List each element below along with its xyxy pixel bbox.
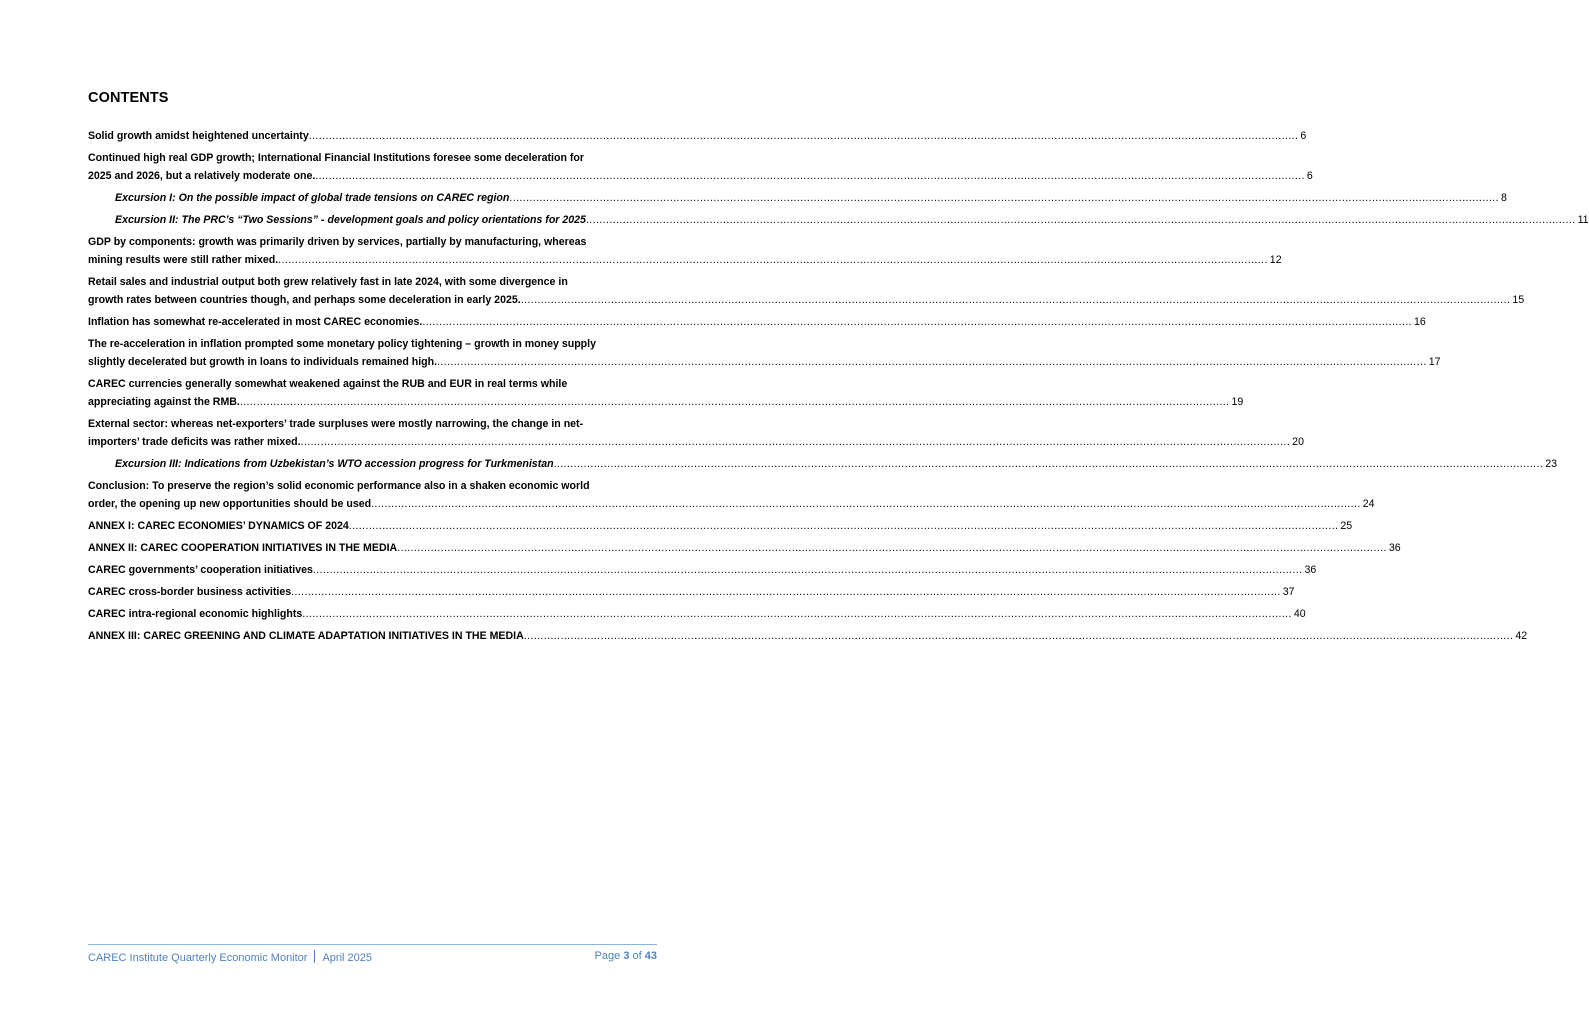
toc-page-number: 17 [1428,356,1441,368]
toc-entry[interactable] [88,455,1558,473]
toc-leader-dots [309,127,1299,145]
footer-page-label: Page [594,950,621,962]
toc-entry-text: CAREC intra-regional economic highlights [88,608,303,620]
toc-page-number: 36 [1388,542,1401,554]
toc-page-number: 19 [1231,396,1244,408]
toc-leader-dots [509,189,1499,207]
toc-entry[interactable] [88,375,1244,411]
toc-entry-line [115,455,1558,473]
toc-leader-dots [349,517,1339,535]
footer-separator [314,950,315,963]
toc-leader-dots [301,433,1291,451]
toc-entry[interactable] [88,189,1507,207]
toc-leader-dots [524,627,1514,645]
toc-entry-text: External sector: whereas net-exporters’ trade surpluses were mostly narrowing, the change in net- [88,418,584,430]
toc-leader-dots [240,393,1230,411]
toc-leader-dots [422,313,1412,331]
toc-page-number: 42 [1515,630,1528,642]
toc-entry[interactable] [88,561,1317,579]
toc-entry-line [88,605,1306,623]
toc-leader-dots [397,539,1387,557]
toc-entry-line [88,251,1282,269]
footer-publication: CAREC Institute Quarterly Economic Monitor [88,952,308,964]
toc-entry-text: 2025 and 2026, but a relatively moderate one. [88,170,316,182]
toc-entry[interactable] [88,149,1313,185]
page-footer [88,944,657,971]
toc-entry[interactable] [88,313,1426,331]
toc-entry[interactable] [88,127,1307,145]
toc-entry[interactable] [88,273,1525,309]
footer-left [88,950,372,964]
toc-entry[interactable] [88,517,1353,535]
toc-entry-text: GDP by components: growth was primarily driven by services, partially by manufacturing, whereas [88,236,587,248]
footer-page-current: 3 [623,950,630,962]
toc-leader-dots [437,353,1427,371]
toc-entry-text: slightly decelerated but growth in loans to individuals remained high. [88,356,438,368]
toc-entry[interactable] [88,583,1295,601]
toc-entry-text: ANNEX I: CAREC ECONOMIES’ DYNAMICS OF 2024 [88,520,349,532]
toc-page-number: 23 [1545,458,1558,470]
footer-page-number [595,950,657,962]
toc-entry-text: Continued high real GDP growth; International Financial Institutions foresee some deceleration for [88,152,585,164]
toc-leader-dots [291,583,1281,601]
footer-page-total: 43 [644,950,657,962]
toc-leader-dots [278,251,1268,269]
toc-entry-text: growth rates between countries though, and perhaps some deceleration in early 2025. [88,294,521,306]
toc-entry-text: order, the opening up new opportunities should be used [88,498,372,510]
toc-page-number: 12 [1269,254,1282,266]
toc-entry-text: Conclusion: To preserve the region’s solid economic performance also in a shaken economic world [88,480,590,492]
toc-entry-line [88,313,1426,331]
toc-entry-line [88,127,1307,145]
toc-leader-dots [554,455,1544,473]
toc-entry-line [88,561,1317,579]
toc-entry-line [88,495,1375,513]
toc-entry-line [88,583,1295,601]
toc-entry[interactable] [88,627,1528,645]
toc-page-number: 40 [1293,608,1306,620]
toc-entry-line [88,291,1525,309]
toc-page-number: 11 [1577,214,1589,226]
toc-entry-line [115,189,1507,207]
toc-entry-line [88,539,1401,557]
toc-page-number: 6 [1306,170,1313,182]
toc-entry[interactable] [88,211,1589,229]
toc-entry[interactable] [88,477,1375,513]
toc-page-number: 15 [1512,294,1525,306]
toc-entry-line [88,167,1313,185]
toc-entry[interactable] [88,233,1282,269]
toc-page-number: 6 [1300,130,1307,142]
toc-leader-dots [371,495,1361,513]
toc-page-number: 16 [1414,316,1426,328]
toc-leader-dots [313,561,1303,579]
toc-entry[interactable] [88,539,1401,557]
toc-entry-text: Solid growth amidst heightened uncertainty [88,130,309,142]
toc-entry-text: ANNEX III: CAREC GREENING AND CLIMATE ADAPTATION INITIATIVES IN THE MEDIA [88,630,524,642]
footer-page-of: of [632,950,642,962]
toc-entry-line [88,627,1528,645]
toc-page-number: 20 [1292,436,1304,448]
toc-page-number: 25 [1340,520,1353,532]
toc-entry-text: Inflation has somewhat re-accelerated in most CAREC economies. [88,316,423,328]
toc-leader-dots [586,211,1576,229]
toc-entry[interactable] [88,335,1441,371]
toc-page-number: 36 [1304,564,1317,576]
toc-page-number: 24 [1362,498,1375,510]
toc-entry-line [88,433,1304,451]
footer-date: April 2025 [322,952,373,964]
toc-entry[interactable] [88,415,1304,451]
toc-entry-text: CAREC cross-border business activities [88,586,292,598]
toc-leader-dots [302,605,1292,623]
toc-entry-text: ANNEX II: CAREC COOPERATION INITIATIVES IN THE MEDIA [88,542,398,554]
toc-entry-line [88,517,1353,535]
toc-entry-text: Retail sales and industrial output both grew relatively fast in late 2024, with some divergence in [88,276,568,288]
toc-entry-text: CAREC currencies generally somewhat weakened against the RUB and EUR in real terms while [88,378,568,390]
toc-entry-line [88,353,1441,371]
toc-entry-line [115,211,1589,229]
toc-entry-text: mining results were still rather mixed. [88,254,279,266]
toc-entry-text: CAREC governments’ cooperation initiatives [88,564,313,576]
toc-entry-text: importers’ trade deficits was rather mixed. [88,436,301,448]
toc-entry[interactable] [88,605,1306,623]
toc-page-number: 37 [1282,586,1295,598]
toc-leader-dots [521,291,1511,309]
toc-entry-text: Excursion I: On the possible impact of global trade tensions on CAREC region [115,192,510,204]
toc-entry-text: The re-acceleration in inflation prompted some monetary policy tightening – growth in money supply [88,338,596,350]
toc-entry-line [88,393,1244,411]
toc-page-number: 8 [1501,192,1507,204]
toc-leader-dots [315,167,1305,185]
table-of-contents [88,127,1589,649]
toc-entry-text: Excursion II: The PRC’s “Two Sessions” - development goals and policy orientations for 2025 [115,214,586,226]
contents-heading: CONTENTS [88,90,169,106]
toc-entry-text: appreciating against the RMB. [88,396,240,408]
toc-entry-text: Excursion III: Indications from Uzbekistan’s WTO accession progress for Turkmenistan [115,458,554,470]
